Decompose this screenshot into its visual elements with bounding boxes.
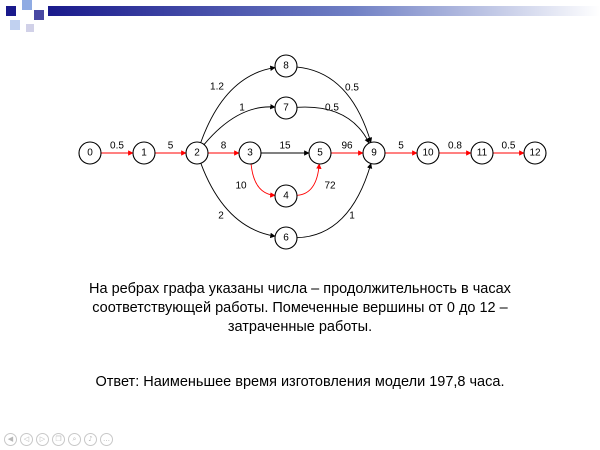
node-7 <box>275 97 297 119</box>
slide-navigation-bar <box>4 433 113 446</box>
edge-label-3-5: 15 <box>279 140 291 152</box>
node-10 <box>417 142 439 164</box>
node-label-1: 1 <box>141 147 147 159</box>
edge-label-2-8: 1.2 <box>210 81 224 93</box>
edge-label-1-2: 5 <box>167 140 174 152</box>
node-label-10: 10 <box>422 147 434 159</box>
sound-icon[interactable]: ♪ <box>84 433 97 446</box>
node-label-2: 2 <box>194 147 200 159</box>
more-icon[interactable]: … <box>100 433 113 446</box>
node-label-11: 11 <box>476 147 488 159</box>
edge-label-6-9: 1 <box>349 210 355 222</box>
node-9 <box>363 142 385 164</box>
node-12 <box>524 142 546 164</box>
node-label-5: 5 <box>317 147 323 159</box>
edge-2-6 <box>201 163 275 236</box>
node-label-4: 4 <box>283 190 289 202</box>
description-line-2: соответствующей работы. Помеченные вершины от 0 до 12 – <box>92 300 508 316</box>
description-line-1: На ребрах графа указаны числа – продолжительность в часах <box>89 281 511 297</box>
edge-label-9-10: 5 <box>398 140 404 152</box>
node-3 <box>239 142 261 164</box>
node-label-12: 12 <box>529 147 541 159</box>
answer-text: Ответ: Наименьшее время изготовления модели 197,8 часа. <box>95 374 505 390</box>
node-label-6: 6 <box>283 232 289 244</box>
node-4 <box>275 185 297 207</box>
first-icon[interactable]: ◀ <box>4 433 17 446</box>
edge-label-2-7: 1 <box>239 102 245 114</box>
edge-label-0-1: 0.5 <box>110 140 124 152</box>
edge-label-2-6: 2 <box>218 210 224 222</box>
node-5 <box>309 142 331 164</box>
edge-label-7-9: 0.5 <box>325 102 339 114</box>
edge-label-4-5: 72 <box>324 180 336 192</box>
previous-icon[interactable]: ◁ <box>20 433 33 446</box>
node-label-3: 3 <box>247 147 253 159</box>
node-6 <box>275 227 297 249</box>
edge-label-2-3: 8 <box>220 140 227 152</box>
node-8 <box>275 55 297 77</box>
description-line-3: затраченные работы. <box>227 319 373 335</box>
node-1 <box>133 142 155 164</box>
edge-4-5 <box>297 164 319 195</box>
edge-label-8-9: 0.5 <box>345 82 359 94</box>
edge-label-5-9: 96 <box>341 140 353 152</box>
edge-label-10-11: 0.8 <box>448 140 462 152</box>
edge-label-11-12: 0.5 <box>501 140 516 152</box>
edge-3-4 <box>251 164 275 195</box>
node-label-9: 9 <box>371 147 377 159</box>
edge-label-3-4: 10 <box>235 180 247 192</box>
node-11 <box>471 142 493 164</box>
node-label-0: 0 <box>87 147 93 159</box>
copy-icon[interactable]: ❐ <box>52 433 65 446</box>
search-icon[interactable]: ⌕ <box>68 433 81 446</box>
node-2 <box>186 142 208 164</box>
node-label-8: 8 <box>283 60 289 72</box>
node-0 <box>79 142 101 164</box>
node-label-7: 7 <box>283 102 289 114</box>
edge-6-9 <box>297 164 371 238</box>
graph-description <box>40 280 560 337</box>
edge-2-8 <box>201 68 275 143</box>
next-icon[interactable]: ▷ <box>36 433 49 446</box>
